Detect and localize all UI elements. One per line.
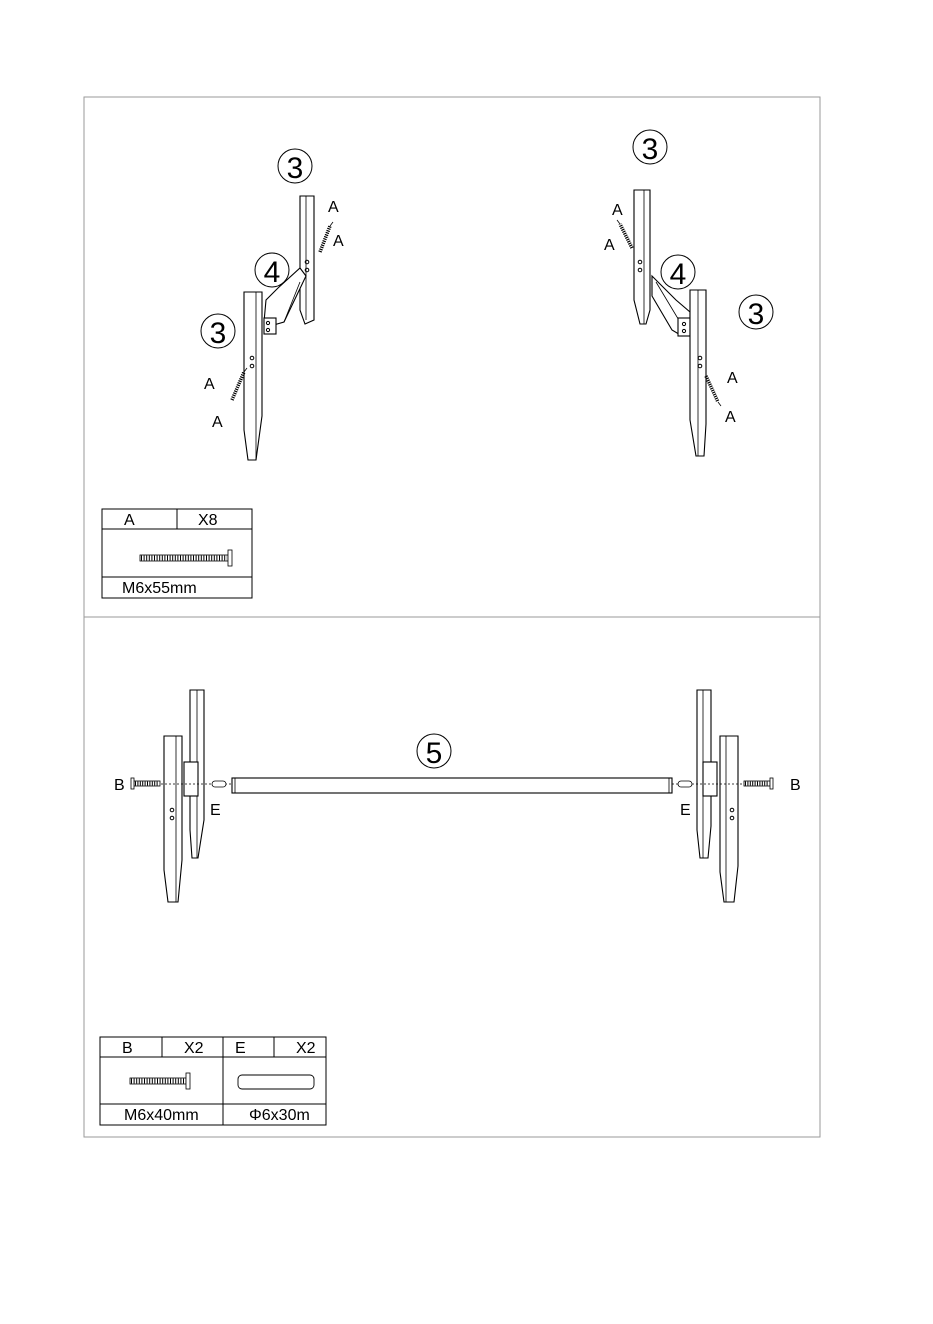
step2-assembly (114, 690, 801, 902)
label-a: A (727, 370, 738, 387)
table-part-e-letter: E (235, 1040, 246, 1057)
label-a: A (612, 202, 623, 219)
screw-a-upper-left (320, 222, 333, 252)
label-a: A (328, 199, 339, 216)
table-part-b-size: M6x40mm (124, 1107, 199, 1124)
parts-table-b-e (100, 1037, 326, 1125)
table-part-qty: X8 (198, 512, 218, 529)
svg-text:3: 3 (286, 152, 304, 185)
label-e-right: E (680, 802, 691, 819)
table-part-e-qty: X2 (296, 1040, 316, 1057)
stretcher-rail (232, 778, 672, 793)
label-a: A (212, 414, 223, 431)
table-part-b-letter: B (122, 1040, 133, 1057)
label-a: A (604, 237, 615, 254)
part-callout-3-left-top (278, 149, 312, 185)
step1-left-assembly (201, 149, 344, 460)
svg-text:3: 3 (209, 317, 227, 350)
screw-a-upper-right (617, 220, 632, 248)
table-part-size: M6x55mm (122, 580, 197, 597)
screw-a-lower-right (706, 376, 721, 406)
svg-text:4: 4 (263, 256, 281, 289)
svg-text:5: 5 (425, 737, 443, 770)
part-callout-3-right-top (633, 130, 667, 166)
table-part-letter: A (124, 512, 135, 529)
dowel-e-right (678, 781, 692, 787)
part-callout-5 (417, 734, 451, 770)
label-a: A (333, 233, 344, 250)
svg-text:3: 3 (641, 133, 659, 166)
dowel-6x30-icon (238, 1075, 314, 1089)
step1-right-assembly (604, 130, 773, 456)
parts-table-a (102, 509, 252, 598)
part-callout-3-left-bottom (201, 314, 235, 350)
part-callout-3-right-bottom (739, 295, 773, 331)
label-b-left: B (114, 777, 125, 794)
bolt-b-right (744, 778, 773, 789)
svg-text:3: 3 (747, 298, 765, 331)
label-e-left: E (210, 802, 221, 819)
table-part-e-size: Φ6x30m (249, 1107, 310, 1124)
label-b-right: B (790, 777, 801, 794)
bolt-b-left (131, 778, 160, 789)
label-a: A (725, 409, 736, 426)
table-part-b-qty: X2 (184, 1040, 204, 1057)
svg-text:4: 4 (669, 258, 687, 291)
dowel-e-left (212, 781, 226, 787)
label-a: A (204, 376, 215, 393)
part-callout-4-right (661, 255, 695, 291)
